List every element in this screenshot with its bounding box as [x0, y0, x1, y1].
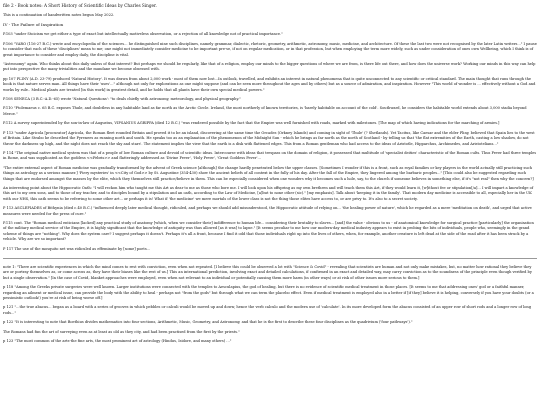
paragraph: P.112 A survey superintended by the son-in-law of Augustus, VIPSANIUS AGRIPPA (died 12 B.C.) "was rendered possible by the fact that the Empire was well furnished with roads, marked with milestones. [The map of which having indications for the marching of armies.] — [3, 121, 500, 126]
paragraph: P 117 The use of the mosquito net was ridiculed as effeminate by [some] poets... — [3, 246, 151, 251]
paragraph: P.106 "VARO (116-27 B.C.) wrote and encyclopedia of the sciences... he distinguished nine such disciplines, namely grammar, dialectic, rhetoric, geometry, arithmetic, astronomy, music, medicine, and architecture. Of these the last two were not recognised by the later Latin writers..." I pause to consider that each of these 'disciplines' mean to me; one might not immediately consider medicine to be important pre-se, if not on regular medication, or in that profession, but when employing the term more widely, such as under consideration of ones own Wellbeing, which I think is of great importance to consider and employ daily, the discipline is vital. — [3, 41, 537, 57]
note-paragraph: p 122 "It is interesting to note that Boethius divides mathematics into four sections, Arithmetic, Music, Geometry, and Astronomy, and that he is the first to describe these four disciplines as the quadrivium ('four pathways')." — [3, 320, 413, 325]
document-title: file 2 - Book notes: A Short History of Scientific Ideas by Charles Singer. — [3, 3, 157, 8]
paragraph: "The entire external aspect of Roman medicine was gradually transformed by the advent of Greek science [although] the change hardly penetrated below the upper classes. [Sometimes I wonder if this is a front, such as royal families or key players in the world actually still practicing such things as astrology as a serious manner.] 'Fiery mysteries' in <<City of God>> by St. Augustine (354-430) show the ancient beliefs of all context in the fully of his day. After the fall of the Empire, they lingered among the barbaric peoples..." [This could also be suggested regarding such things that are endorsed amongst the masses by the elite, which they themselves still practice/believe in them. This can be especially considered when one wonders why it becomes such a hole, say, to the church if someone believes in something else, if it's "not real" then why the concern?] — [3, 165, 534, 181]
section-divider — [3, 258, 537, 259]
note-paragraph: note 1: "There are scientific experiences in which the mind comes to rest with conviction, even when not repeated. [I believe this could be observed a lot with "Science & Covid" - revealing that scientists are human and not only make mistakes, but, no matter how rational they believe they are or portray themselves as, or come across as, they have their biases like the rest of us.] This an international prediction, involving exact and detailed calculations, if confirmed in an exact and detailed way, may carry conviction as to the soundness of the principle even though verified by but a single observation." [In the case of Covid, blanket approaches were employed, even when not relevant to an individual or potentially causing them more harm (in other ways) or at risk of other issues more serious to them.] — [3, 265, 532, 280]
notes-section — [3, 265, 537, 344]
document-page — [3, 3, 537, 403]
paragraph: An interesting point about the Hippocratic Oath: "I will reckon him who taught me this Art as dear to me as those who bore me. I will look upon his offspring as my own brethren and will teach them this Art, if they would learn it, [w]ithout fee or stipulation[/a]... I will impart a knowledge of this art to my own sons, and to those of my teacher, and to disciples bound by a stipulation and an oath, according to the Law of Medicine, [a]but to none other (sic)." [my emphasis]. Talk about 'keeping it in the family'. That modern day medicine is accessible to all, especially her in the UK with our NHS, this oath seems to be referring to some other art... or perhaps it is! What if 'the medicine' we mere mortals of the lower class is not the thing those elites have access to, or are privy to. It's also to a secret society. — [3, 185, 534, 201]
paragraph: pp 107 PLINY (A.D. 23-79) produced 'Natural History'. It was drawn from about 2,000 work - most of them now lost...In outlook, travelled, and exhibits an interest in natural phenomena that is quite unconnected to any scientific or critical standard. The main thought that runs through the book is that nature serves man. All things have their 'uses'..." although not only for explorations as one might suppose (and can be seen more throughout the ages and by others) but as a source of admiration, and inspiration. However "This world of wonder is ... effectively without a God and works by rule.. Medical plants are treated [in this work] in greatest detail, and he holds that all plants have their own special medical powers." — [3, 76, 536, 92]
note-paragraph: p 123 "The most common of the arts-the fine arts, the most prominent art of astrology (Hindus, Isidore, and many others) ..." — [3, 339, 232, 344]
main-paragraphs — [3, 32, 537, 252]
paragraph: P 113 ASCLEPIADES of Bithynia (died c.40 B.C.) "influenced deeply later medical thought, ridiculed, and perhaps we should add misunderstood, the Hippocratic attitude of relying on... 'the healing power of nature', which he regarded as a mere 'meditation on death', and urged that active measures were needed for the press of cure." — [3, 206, 532, 216]
paragraph: P.110 "Ptolemaeus c. 65 B.C. exposes Thule, and doubtless in any habitable land as far north as the Arctic Circle. Ireland, the most northerly of known territories, is 'barely habitable on account of the cold'. Southward, he considers the habitable world extends about 3,000 stadia beyond Meroe." — [3, 106, 527, 116]
paragraph: P.108 SENECA (3 B.C.-A.D.-65) wrote 'Natural Questions': "to deals chiefly with astronomy, meteorology, and physical geography." — [3, 97, 241, 102]
document-intro: This is a continuation of handwritten notes begun May 2022. — [3, 13, 115, 17]
paragraph: "Astronomy" again. Who thinks about this daily unless of that interest? But perhaps we should be regularly, like that of a religion, employ our minds to the bigger questions of where we are from, is there life out there, and how does the universe work? Working our minds in this way can help put into perspective the many trivialities and the mundane we become obsessed with. — [3, 62, 536, 72]
paragraph: P.115 cont. The "Roman medical enticians [lacked] any practical study of anatomy [which, when we consider their] indifference to human life... considering their brutality to slaves... [and] the value - obvious to us - of anatomical knowledge for surgical practice [particularly] the organisation of the military medical service of the Empire, it is highly significant that the knowledge of antiquity was thus allowed [as it was] to lapse." [It seems peculiar to me how our modern-day medical industry appears to exist in probing the bits of individuals, people who, seemingly in the grand scheme of things are "nothing". Why does the system care? I suggest perhaps it doesn't. Perhaps it's all a front, because I find it odd that those individuals right up into the lives of others, when, for example, another creature is left dead at the side of the road after it has been struck by a vehicle. Why are we so important? — [3, 220, 534, 242]
note-paragraph: p 121 "...the true abacus... began as a board with a series of grooves in which pebbles or calculi would be moved up and down; hence the verb calculo and the modern use of 'calculate'. In its more developed form the abacus consisted of an upper row of short rods and a longer row of long rods..." — [3, 305, 532, 315]
note-paragraph: The Romans had fun the art of surveying even as at least as old as they city, and had been practised from the first by the priests." — [3, 329, 240, 334]
paragraph: P 113 "under Agricola [procurator] Agricola, the Roman fleet rounded Britain and proved it to be an island, discovering at the same time the Orcades (Orkney Islands) and coming in sight of 'Thule' (? Shetlands). Yet Tacitus, like Caesar and the elder Pliny, believed that Spain lies to the west of Britain. Like Strabo he described the Pyrenees as running north and south. He speaks too as an explanation of the phenomenon of the Midnight Sun - which he brings as far north as the north of Scotland - by telling us that 'the flat extremities of the Earth, casting a low shadow, do not throw the darkness up high, and the night does not reach the sky and stars'. The statement implies the view that the earth is a disk with flattened edges. This from a Roman gentleman who had access to the ideas of Aristotle, Hipparchus, Archimedes, and Aristotelians..." — [3, 130, 535, 146]
section-heading: IV - The Failure of Inspiration — [3, 22, 64, 28]
paragraph: P.103 "under Stoicism we get either a type of exact but intellectually motiveless observation, or a rejection of all knowledge not of practical importance." — [3, 32, 283, 37]
paragraph: P 114 "The original native medical system was that of a people of low Roman culture and devoid of scientific ideas. Intercourse with ideas that trespass on the domain of religion, it possessed that multitude of 'specialist deities' characteristic of the Roman cults. Thus Fever had three temples in Rome, and was supplicated as the goddess <<Febris>> and flatteringly addressed as 'Divine Fever', 'Holy Fever', 'Great Goddess Fever'... — [3, 150, 537, 161]
note-paragraph: p 118 "Among the Greeks private surgeries were well known. Larger institutions were connected with the temples to Aesculapius, the god of healing, but there is no evidence of scientific medical treatment in those places. [It seems to me that addressing ones' god or a faithful manner, regarding an ailment or medical issue, can provide the body with the ability to heal - perhaps not "from the gods" but through what we can term the placebo effect. Even if medical treatment is employed also in a better if [if they] believe it is helping, conversely if you have your doubts (or a pessimistic outlook!) you're at risk of being worse off.] — [3, 285, 534, 301]
